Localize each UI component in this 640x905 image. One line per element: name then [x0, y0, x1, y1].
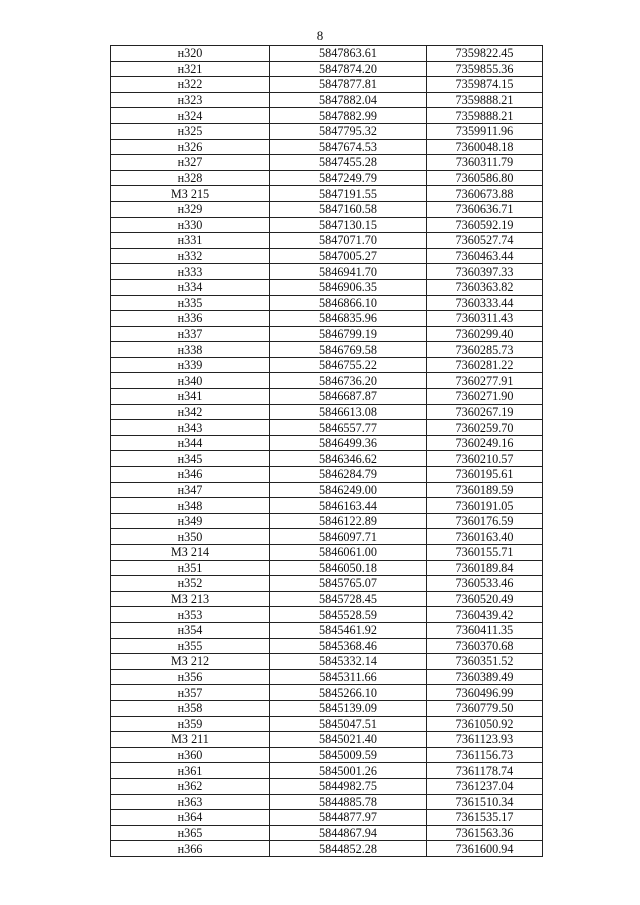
- x-coordinate-cell: 5846799.19: [270, 326, 427, 342]
- table-row: [111, 638, 543, 654]
- point-id-cell: н332: [111, 248, 270, 264]
- point-id-cell: н355: [111, 638, 270, 654]
- y-coordinate-cell: 7360210.57: [427, 451, 543, 467]
- point-id-cell: н347: [111, 482, 270, 498]
- x-coordinate-cell: 5847795.32: [270, 123, 427, 139]
- y-coordinate-cell: 7360189.59: [427, 482, 543, 498]
- table-row: [111, 233, 543, 249]
- y-coordinate-cell: 7360155.71: [427, 545, 543, 561]
- table-row: [111, 607, 543, 623]
- point-id-cell: н338: [111, 342, 270, 358]
- y-coordinate-cell: 7360259.70: [427, 420, 543, 436]
- point-id-cell: н360: [111, 747, 270, 763]
- point-id-cell: МЗ 215: [111, 186, 270, 202]
- x-coordinate-cell: 5845139.09: [270, 700, 427, 716]
- y-coordinate-cell: 7360281.22: [427, 357, 543, 373]
- point-id-cell: н351: [111, 560, 270, 576]
- y-coordinate-cell: 7360496.99: [427, 685, 543, 701]
- y-coordinate-cell: 7360311.79: [427, 155, 543, 171]
- x-coordinate-cell: 5847877.81: [270, 77, 427, 93]
- table-row: [111, 529, 543, 545]
- x-coordinate-cell: 5845368.46: [270, 638, 427, 654]
- y-coordinate-cell: 7361178.74: [427, 763, 543, 779]
- point-id-cell: н354: [111, 622, 270, 638]
- x-coordinate-cell: 5846906.35: [270, 279, 427, 295]
- y-coordinate-cell: 7360333.44: [427, 295, 543, 311]
- point-id-cell: н341: [111, 389, 270, 405]
- point-id-cell: н329: [111, 201, 270, 217]
- x-coordinate-cell: 5846249.00: [270, 482, 427, 498]
- x-coordinate-cell: 5844877.97: [270, 810, 427, 826]
- x-coordinate-cell: 5846687.87: [270, 389, 427, 405]
- x-coordinate-cell: 5846061.00: [270, 545, 427, 561]
- x-coordinate-cell: 5847674.53: [270, 139, 427, 155]
- x-coordinate-cell: 5846866.10: [270, 295, 427, 311]
- point-id-cell: н324: [111, 108, 270, 124]
- point-id-cell: н331: [111, 233, 270, 249]
- x-coordinate-cell: 5844852.28: [270, 841, 427, 857]
- coordinates-table: [110, 45, 543, 857]
- x-coordinate-cell: 5846097.71: [270, 529, 427, 545]
- point-id-cell: н352: [111, 576, 270, 592]
- y-coordinate-cell: 7361156.73: [427, 747, 543, 763]
- x-coordinate-cell: 5847882.99: [270, 108, 427, 124]
- x-coordinate-cell: 5847455.28: [270, 155, 427, 171]
- point-id-cell: н325: [111, 123, 270, 139]
- x-coordinate-cell: 5847882.04: [270, 92, 427, 108]
- y-coordinate-cell: 7360311.43: [427, 311, 543, 327]
- table-row: [111, 92, 543, 108]
- x-coordinate-cell: 5846163.44: [270, 498, 427, 514]
- x-coordinate-cell: 5846736.20: [270, 373, 427, 389]
- table-row: [111, 685, 543, 701]
- table-row: [111, 841, 543, 857]
- x-coordinate-cell: 5845332.14: [270, 654, 427, 670]
- table-row: [111, 77, 543, 93]
- point-id-cell: н330: [111, 217, 270, 233]
- y-coordinate-cell: 7360195.61: [427, 467, 543, 483]
- table-row: [111, 622, 543, 638]
- y-coordinate-cell: 7360439.42: [427, 607, 543, 623]
- point-id-cell: н337: [111, 326, 270, 342]
- y-coordinate-cell: 7360191.05: [427, 498, 543, 514]
- x-coordinate-cell: 5845009.59: [270, 747, 427, 763]
- x-coordinate-cell: 5845047.51: [270, 716, 427, 732]
- point-id-cell: н366: [111, 841, 270, 857]
- x-coordinate-cell: 5846769.58: [270, 342, 427, 358]
- x-coordinate-cell: 5847005.27: [270, 248, 427, 264]
- table-row: [111, 716, 543, 732]
- point-id-cell: н345: [111, 451, 270, 467]
- table-row: [111, 778, 543, 794]
- table-row: [111, 186, 543, 202]
- coordinates-table-body: [111, 46, 543, 857]
- y-coordinate-cell: 7360527.74: [427, 233, 543, 249]
- table-row: [111, 591, 543, 607]
- y-coordinate-cell: 7360176.59: [427, 513, 543, 529]
- table-row: [111, 654, 543, 670]
- point-id-cell: н359: [111, 716, 270, 732]
- y-coordinate-cell: 7360370.68: [427, 638, 543, 654]
- point-id-cell: н365: [111, 825, 270, 841]
- x-coordinate-cell: 5845266.10: [270, 685, 427, 701]
- table-row: [111, 467, 543, 483]
- point-id-cell: н349: [111, 513, 270, 529]
- y-coordinate-cell: 7361563.36: [427, 825, 543, 841]
- y-coordinate-cell: 7360586.80: [427, 170, 543, 186]
- x-coordinate-cell: 5845001.26: [270, 763, 427, 779]
- y-coordinate-cell: 7359874.15: [427, 77, 543, 93]
- point-id-cell: н346: [111, 467, 270, 483]
- table-row: [111, 342, 543, 358]
- table-row: [111, 279, 543, 295]
- y-coordinate-cell: 7360779.50: [427, 700, 543, 716]
- y-coordinate-cell: 7360189.84: [427, 560, 543, 576]
- point-id-cell: н321: [111, 61, 270, 77]
- y-coordinate-cell: 7361510.34: [427, 794, 543, 810]
- x-coordinate-cell: 5845728.45: [270, 591, 427, 607]
- table-row: [111, 123, 543, 139]
- point-id-cell: МЗ 213: [111, 591, 270, 607]
- x-coordinate-cell: 5846499.36: [270, 435, 427, 451]
- point-id-cell: н350: [111, 529, 270, 545]
- x-coordinate-cell: 5847863.61: [270, 46, 427, 62]
- point-id-cell: н339: [111, 357, 270, 373]
- table-row: [111, 170, 543, 186]
- table-row: [111, 357, 543, 373]
- table-row: [111, 747, 543, 763]
- point-id-cell: н358: [111, 700, 270, 716]
- y-coordinate-cell: 7360673.88: [427, 186, 543, 202]
- table-row: [111, 576, 543, 592]
- table-row: [111, 311, 543, 327]
- table-row: [111, 264, 543, 280]
- point-id-cell: н327: [111, 155, 270, 171]
- table-row: [111, 217, 543, 233]
- x-coordinate-cell: 5844982.75: [270, 778, 427, 794]
- x-coordinate-cell: 5846557.77: [270, 420, 427, 436]
- y-coordinate-cell: 7359911.96: [427, 123, 543, 139]
- point-id-cell: н334: [111, 279, 270, 295]
- y-coordinate-cell: 7359888.21: [427, 108, 543, 124]
- table-row: [111, 700, 543, 716]
- table-row: [111, 763, 543, 779]
- page-number: 8: [316, 28, 324, 43]
- table-row: [111, 155, 543, 171]
- table-row: [111, 248, 543, 264]
- y-coordinate-cell: 7360271.90: [427, 389, 543, 405]
- x-coordinate-cell: 5845311.66: [270, 669, 427, 685]
- y-coordinate-cell: 7360363.82: [427, 279, 543, 295]
- x-coordinate-cell: 5846346.62: [270, 451, 427, 467]
- table-row: [111, 61, 543, 77]
- table-row: [111, 389, 543, 405]
- point-id-cell: н348: [111, 498, 270, 514]
- y-coordinate-cell: 7360285.73: [427, 342, 543, 358]
- point-id-cell: н353: [111, 607, 270, 623]
- y-coordinate-cell: 7360249.16: [427, 435, 543, 451]
- x-coordinate-cell: 5847160.58: [270, 201, 427, 217]
- y-coordinate-cell: 7360277.91: [427, 373, 543, 389]
- y-coordinate-cell: 7360299.40: [427, 326, 543, 342]
- y-coordinate-cell: 7361535.17: [427, 810, 543, 826]
- y-coordinate-cell: 7360411.35: [427, 622, 543, 638]
- table-row: [111, 825, 543, 841]
- table-row: [111, 373, 543, 389]
- x-coordinate-cell: 5847249.79: [270, 170, 427, 186]
- point-id-cell: н326: [111, 139, 270, 155]
- x-coordinate-cell: 5845765.07: [270, 576, 427, 592]
- table-row: [111, 326, 543, 342]
- table-row: [111, 108, 543, 124]
- x-coordinate-cell: 5846284.79: [270, 467, 427, 483]
- x-coordinate-cell: 5845021.40: [270, 732, 427, 748]
- y-coordinate-cell: 7361050.92: [427, 716, 543, 732]
- table-row: [111, 498, 543, 514]
- table-row: [111, 732, 543, 748]
- y-coordinate-cell: 7360520.49: [427, 591, 543, 607]
- y-coordinate-cell: 7360048.18: [427, 139, 543, 155]
- table-row: [111, 669, 543, 685]
- y-coordinate-cell: 7361123.93: [427, 732, 543, 748]
- point-id-cell: н344: [111, 435, 270, 451]
- table-row: [111, 451, 543, 467]
- table-row: [111, 201, 543, 217]
- x-coordinate-cell: 5847874.20: [270, 61, 427, 77]
- point-id-cell: МЗ 214: [111, 545, 270, 561]
- y-coordinate-cell: 7360163.40: [427, 529, 543, 545]
- y-coordinate-cell: 7360592.19: [427, 217, 543, 233]
- point-id-cell: н356: [111, 669, 270, 685]
- y-coordinate-cell: 7360533.46: [427, 576, 543, 592]
- table-row: [111, 560, 543, 576]
- x-coordinate-cell: 5846050.18: [270, 560, 427, 576]
- table-row: [111, 513, 543, 529]
- point-id-cell: н364: [111, 810, 270, 826]
- table-row: [111, 46, 543, 62]
- table-row: [111, 404, 543, 420]
- y-coordinate-cell: 7361600.94: [427, 841, 543, 857]
- table-row: [111, 482, 543, 498]
- y-coordinate-cell: 7360463.44: [427, 248, 543, 264]
- point-id-cell: МЗ 211: [111, 732, 270, 748]
- x-coordinate-cell: 5844867.94: [270, 825, 427, 841]
- table-row: [111, 435, 543, 451]
- table-row: [111, 420, 543, 436]
- x-coordinate-cell: 5844885.78: [270, 794, 427, 810]
- point-id-cell: н357: [111, 685, 270, 701]
- y-coordinate-cell: 7360351.52: [427, 654, 543, 670]
- point-id-cell: н328: [111, 170, 270, 186]
- x-coordinate-cell: 5845461.92: [270, 622, 427, 638]
- x-coordinate-cell: 5847071.70: [270, 233, 427, 249]
- point-id-cell: н335: [111, 295, 270, 311]
- y-coordinate-cell: 7359855.36: [427, 61, 543, 77]
- point-id-cell: н362: [111, 778, 270, 794]
- x-coordinate-cell: 5845528.59: [270, 607, 427, 623]
- y-coordinate-cell: 7360389.49: [427, 669, 543, 685]
- table-row: [111, 139, 543, 155]
- point-id-cell: н363: [111, 794, 270, 810]
- x-coordinate-cell: 5847130.15: [270, 217, 427, 233]
- point-id-cell: н336: [111, 311, 270, 327]
- y-coordinate-cell: 7361237.04: [427, 778, 543, 794]
- y-coordinate-cell: 7360397.33: [427, 264, 543, 280]
- point-id-cell: н361: [111, 763, 270, 779]
- x-coordinate-cell: 5846941.70: [270, 264, 427, 280]
- y-coordinate-cell: 7359888.21: [427, 92, 543, 108]
- x-coordinate-cell: 5846755.22: [270, 357, 427, 373]
- table-row: [111, 794, 543, 810]
- point-id-cell: н320: [111, 46, 270, 62]
- point-id-cell: н343: [111, 420, 270, 436]
- point-id-cell: н333: [111, 264, 270, 280]
- point-id-cell: н322: [111, 77, 270, 93]
- x-coordinate-cell: 5846122.89: [270, 513, 427, 529]
- table-row: [111, 810, 543, 826]
- table-row: [111, 295, 543, 311]
- y-coordinate-cell: 7360267.19: [427, 404, 543, 420]
- point-id-cell: н340: [111, 373, 270, 389]
- point-id-cell: МЗ 212: [111, 654, 270, 670]
- point-id-cell: н323: [111, 92, 270, 108]
- x-coordinate-cell: 5847191.55: [270, 186, 427, 202]
- x-coordinate-cell: 5846835.96: [270, 311, 427, 327]
- y-coordinate-cell: 7359822.45: [427, 46, 543, 62]
- table-row: [111, 545, 543, 561]
- point-id-cell: н342: [111, 404, 270, 420]
- x-coordinate-cell: 5846613.08: [270, 404, 427, 420]
- y-coordinate-cell: 7360636.71: [427, 201, 543, 217]
